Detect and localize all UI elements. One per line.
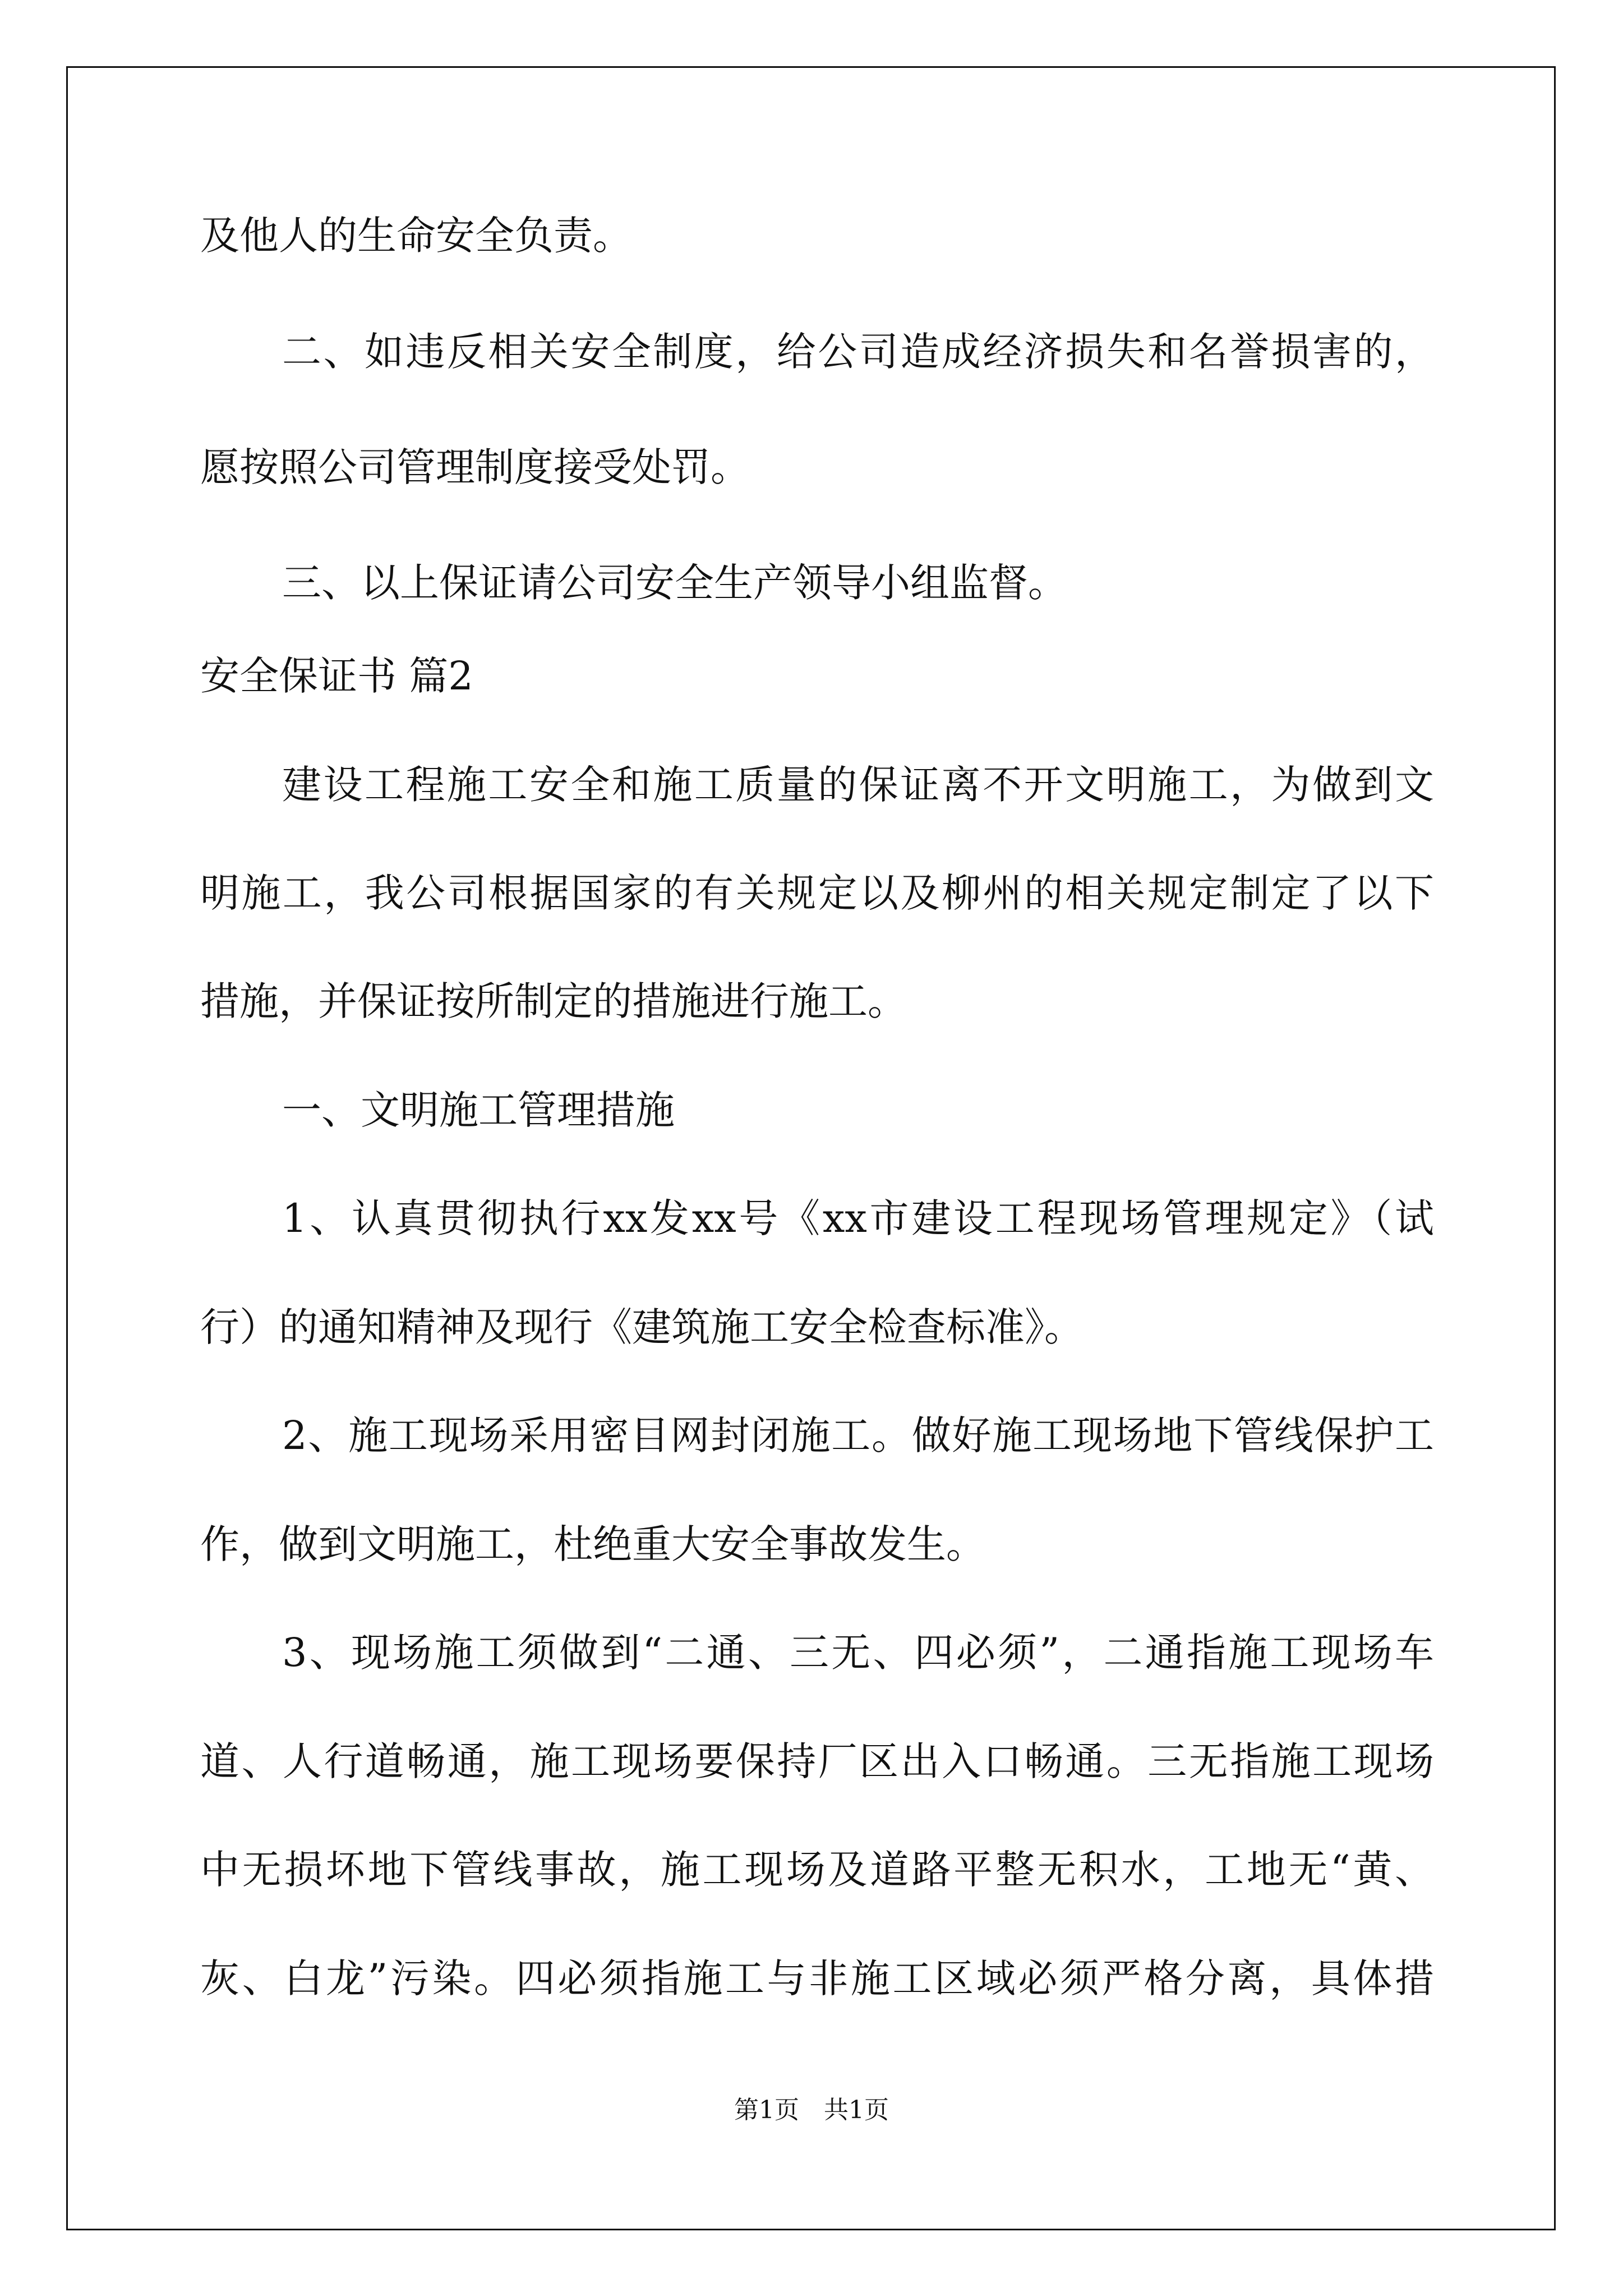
text-line: 作，做到文明施工，杜绝重大安全事故发生。: [200, 1521, 985, 1567]
text-line: 1、认真贯彻执行xx发xx号《xx市建设工程现场管理规定》（试: [282, 1195, 1434, 1241]
page-footer: 第1页 共1页: [734, 2096, 889, 2124]
text-line: 愿按照公司管理制度接受处罚。: [200, 444, 750, 490]
text-line: 措施，并保证按所制定的措施进行施工。: [200, 978, 907, 1024]
text-line: 二、如违反相关安全制度，给公司造成经济损失和名誉损害的，: [282, 329, 1434, 375]
text-line: 建设工程施工安全和施工质量的保证离不开文明施工，为做到文: [282, 762, 1434, 808]
section-heading: 安全保证书 篇2: [200, 653, 473, 699]
text-line: 一、文明施工管理措施: [282, 1087, 675, 1133]
text-line: 道、人行道畅通，施工现场要保持厂区出入口畅通。三无指施工现场: [200, 1738, 1434, 1784]
text-line: 中无损坏地下管线事故，施工现场及道路平整无积水，工地无“黄、: [200, 1847, 1434, 1893]
text-line: 三、以上保证请公司安全生产领导小组监督。: [282, 560, 1067, 606]
text-line: 及他人的生命安全负责。: [200, 213, 632, 259]
text-line: 2、施工现场采用密目网封闭施工。做好施工现场地下管线保护工: [282, 1412, 1434, 1458]
page-border: [66, 66, 1556, 2230]
text-line: 明施工，我公司根据国家的有关规定以及柳州的相关规定制定了以下: [200, 870, 1434, 916]
text-line: 灰、白龙”污染。四必须指施工与非施工区域必须严格分离，具体措: [200, 1955, 1434, 2001]
text-line: 行）的通知精神及现行《建筑施工安全检查标准》。: [200, 1304, 1083, 1350]
text-line: 3、现场施工须做到“二通、三无、四必须”，二通指施工现场车: [282, 1630, 1434, 1676]
